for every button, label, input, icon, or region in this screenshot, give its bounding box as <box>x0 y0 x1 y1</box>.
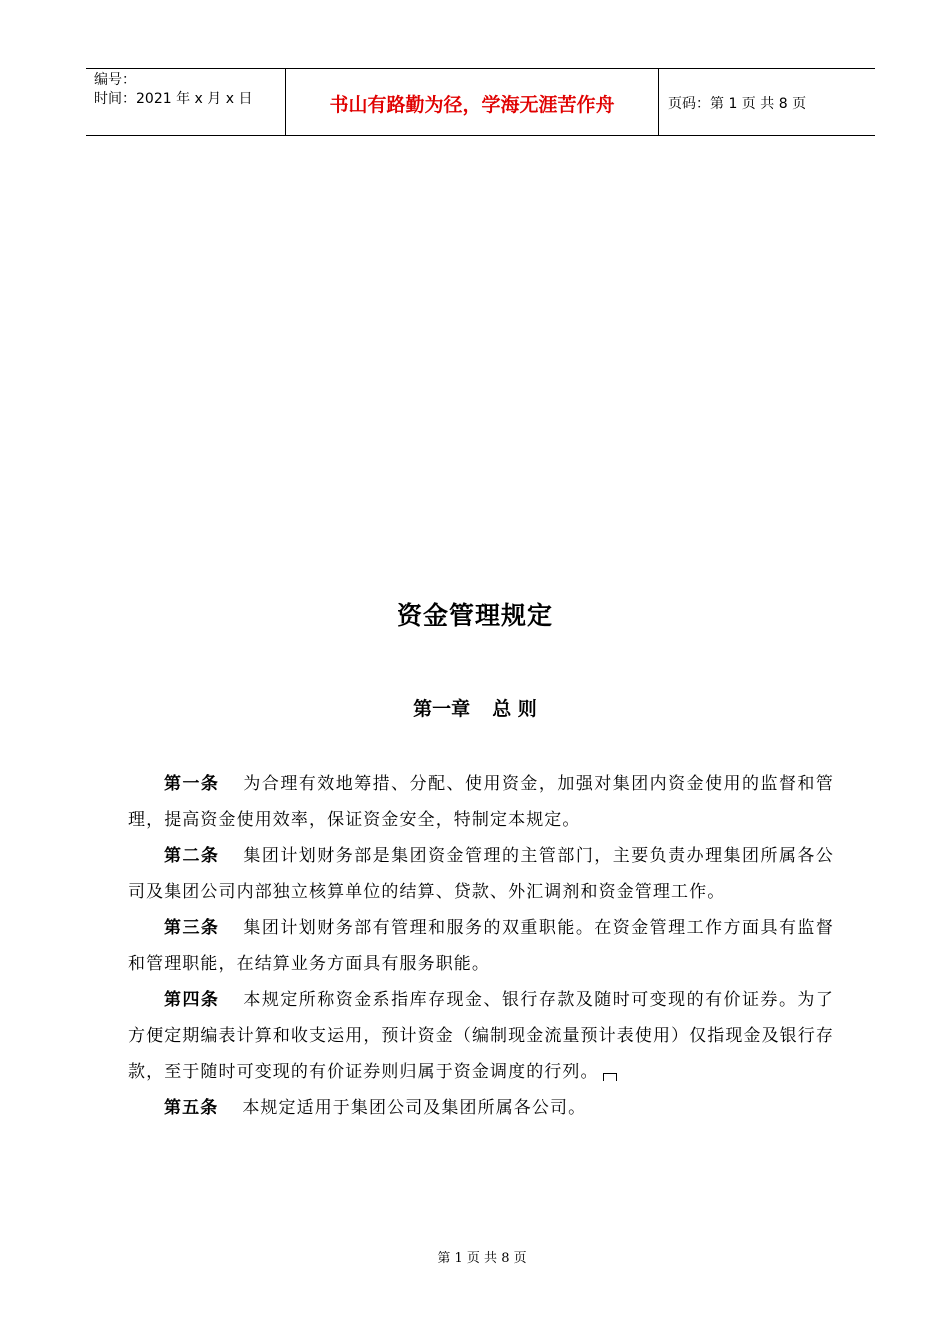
article-text: 为合理有效地筹措、分配、使用资金，加强对集团内资金使用的监督和管理，提高资金使用效率，保证资金安全，特制定本规定。 <box>128 774 834 830</box>
article-label: 第五条 <box>164 1098 219 1118</box>
article-label: 第一条 <box>164 774 220 794</box>
article-text: 本规定适用于集团公司及集团所属各公司。 <box>242 1098 587 1118</box>
document-title: 资金管理规定 <box>396 601 553 630</box>
chapter-label: 第一章 <box>413 698 471 720</box>
header-page-info: 页码：第 1 页 共 8 页 <box>668 96 807 112</box>
header-motto: 书山有路勤为径，学海无涯苦作舟 <box>286 69 659 135</box>
page-footer: 第 1 页 共 8 页 <box>437 1251 527 1266</box>
article-text: 集团计划财务部是集团资金管理的主管部门，主要负责办理集团所属各公司及集团公司内部独立核算单位的结算、贷款、外汇调剂和资金管理工作。 <box>128 846 834 902</box>
chapter-heading <box>0 694 950 721</box>
article-text: 本规定所称资金系指库存现金、银行存款及随时可变现的有价证券。为了方便定期编表计算和收支运用，预计资金（编制现金流量预计表使用）仅指现金及银行存款，至于随时可变现的有价证券则归属于资金调度的行列。 <box>128 990 834 1082</box>
article-paragraph <box>128 1090 834 1126</box>
serial-number-label: 编号： <box>94 72 136 88</box>
document-body <box>128 766 834 1126</box>
page-header <box>86 68 875 136</box>
article-text: 集团计划财务部有管理和服务的双重职能。在资金管理工作方面具有监督和管理职能，在结算业务方面具有服务职能。 <box>128 918 834 974</box>
article-label: 第四条 <box>164 990 220 1010</box>
article-paragraph <box>128 766 834 838</box>
article-label: 第三条 <box>164 918 220 938</box>
date-label: 时间：2021 年 x 月 x 日 <box>94 91 253 107</box>
article-paragraph <box>128 910 834 982</box>
article-label: 第二条 <box>164 846 220 866</box>
article-paragraph <box>128 838 834 910</box>
paragraph-mark-icon <box>603 1073 617 1081</box>
article-paragraph <box>128 982 834 1090</box>
chapter-name: 总 则 <box>492 698 537 720</box>
header-meta-cell <box>86 69 286 135</box>
